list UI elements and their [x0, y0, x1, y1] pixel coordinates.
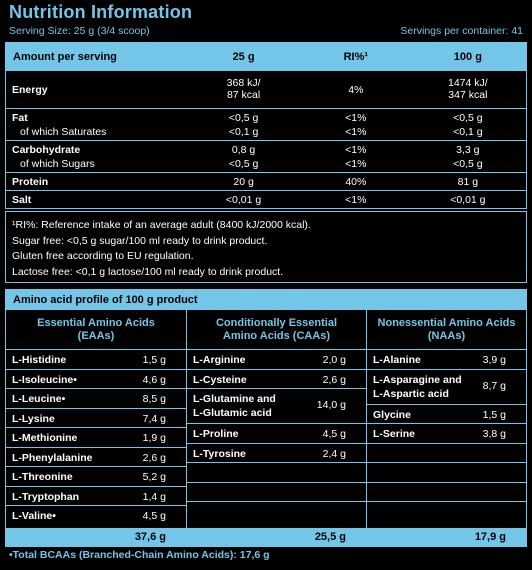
list-item	[6, 448, 186, 468]
cell-100g: <0,01 g	[410, 191, 527, 209]
energy-100-kj: 1474 kJ/	[448, 77, 488, 89]
serving-size: Serving Size: 25 g (3/4 scoop)	[9, 25, 150, 37]
table-row	[6, 191, 527, 209]
cell-100g	[410, 71, 527, 109]
amino-name: Glycine	[373, 408, 411, 421]
cell-100g: 3,3 g	[410, 141, 527, 159]
amino-name: L-Threonine	[12, 471, 73, 483]
amino-name	[373, 373, 462, 401]
caa-column-header	[187, 310, 366, 350]
eaa-column	[6, 310, 186, 547]
amino-name-line1: L-Glutamine and	[193, 393, 276, 405]
caa-header-line2: Amino Acids (CAAs)	[222, 330, 331, 342]
footnote: Sugar free: <0,5 g sugar/100 ml ready to drink product.	[12, 234, 268, 247]
cell-25g: <0,5 g	[228, 158, 259, 170]
list-item	[6, 370, 186, 390]
table-row	[6, 109, 527, 127]
row-label: Carbohydrate	[6, 141, 186, 159]
amino-value: 3,9 g	[482, 354, 506, 366]
caa-total	[187, 528, 366, 547]
table-row	[6, 71, 527, 109]
row-label: Salt	[6, 191, 186, 209]
list-item	[367, 370, 526, 405]
footnote: Lactose free: <0,1 g lactose/100 ml ready to drink product.	[12, 265, 284, 278]
empty-row	[187, 463, 366, 483]
caa-column	[186, 310, 366, 547]
amino-name: L-Arginine	[193, 354, 246, 366]
amino-acid-table	[5, 289, 527, 547]
list-item	[6, 467, 186, 487]
eaa-total	[6, 528, 186, 547]
amino-value: 1,5 g	[482, 408, 506, 421]
empty-row	[187, 483, 366, 503]
row-label: of which Sugars	[20, 158, 95, 170]
amino-name: L-Lysine	[12, 412, 55, 425]
cell-100g: <0,5 g	[410, 109, 527, 127]
table-row	[6, 173, 527, 191]
table-row	[6, 141, 527, 159]
cell-100g: <0,5 g	[453, 158, 483, 170]
empty-row	[367, 502, 526, 522]
empty-row	[187, 502, 366, 522]
row-label: Energy	[6, 71, 186, 109]
naa-total	[367, 528, 526, 547]
energy-25-kj: 368 kJ/	[226, 77, 261, 89]
amino-value: 4,5 g	[142, 510, 166, 522]
eaa-header-line1: Essential Amino Acids	[37, 317, 155, 329]
amino-value: 2,4 g	[322, 447, 346, 460]
amino-value: 8,7 g	[482, 379, 506, 392]
footnotes	[12, 218, 522, 280]
amino-value: 3,8 g	[482, 428, 506, 440]
list-item	[187, 370, 366, 390]
naa-header-line2: (NAAs)	[427, 330, 466, 342]
amino-name: L-Tryptophan	[12, 490, 80, 503]
cell-25g: <0,01 g	[185, 191, 302, 209]
footnote: Gluten free according to EU regulation.	[12, 250, 194, 262]
column-header-amount: Amount per serving	[6, 43, 186, 71]
list-item	[187, 350, 366, 370]
amino-value: 7,4 g	[142, 412, 166, 425]
row-label: Fat	[6, 109, 186, 127]
list-item	[6, 350, 186, 370]
column-header-100g: 100 g	[410, 43, 527, 71]
amino-name: L-Tyrosine	[193, 447, 246, 460]
list-item	[187, 444, 366, 464]
caa-header-line1: Conditionally Essential	[215, 317, 338, 329]
cell-ri: <1%	[302, 191, 410, 209]
cell-25g: 0,8 g	[185, 141, 302, 159]
caa-total-value: 25,5 g	[314, 531, 346, 543]
amino-value: 2,6 g	[142, 451, 166, 464]
servings-per-container: Servings per container: 41	[400, 25, 523, 37]
eaa-header-line2: (EAAs)	[77, 330, 115, 342]
cell-100g: 81 g	[410, 173, 527, 191]
column-header-25g: 25 g	[185, 43, 302, 71]
nutrition-header-row	[6, 43, 527, 71]
cell-25g: 20 g	[185, 173, 302, 191]
amino-name	[193, 392, 276, 420]
amino-table-title: Amino acid profile of 100 g product	[6, 290, 526, 310]
amino-value: 4,6 g	[142, 373, 166, 386]
column-header-ri: RI%¹	[302, 43, 410, 71]
list-item	[6, 487, 186, 507]
amino-name: L-Valine•	[12, 510, 56, 522]
row-label: Protein	[6, 173, 186, 191]
list-item	[6, 389, 186, 409]
amino-value: 2,6 g	[322, 373, 346, 386]
eaa-total-value: 37,6 g	[134, 531, 166, 543]
energy-100-kcal: 347 kcal	[448, 89, 488, 101]
list-item	[6, 409, 186, 429]
amino-name: L-Leucine•	[12, 393, 66, 405]
cell-100g: <0,1 g	[453, 126, 483, 138]
list-item	[6, 506, 186, 526]
amino-name: L-Alanine	[373, 354, 421, 366]
list-item	[367, 424, 526, 444]
cell-25g	[185, 71, 302, 109]
empty-row	[367, 444, 526, 464]
list-item	[187, 424, 366, 444]
amino-value: 5,2 g	[142, 471, 166, 483]
amino-value: 1,9 g	[142, 432, 166, 444]
amino-name: L-Cysteine	[193, 373, 247, 386]
amino-name: L-Proline	[193, 428, 239, 440]
table-row	[6, 126, 527, 141]
amino-name: L-Methionine	[12, 432, 78, 444]
amino-value: 8,5 g	[142, 393, 166, 405]
amino-value: 14,0 g	[316, 399, 346, 411]
row-label: of which Saturates	[20, 126, 107, 138]
naa-column	[366, 310, 526, 547]
amino-name-line2: L-Aspartic acid	[373, 387, 449, 400]
amino-name: L-Phenylalanine	[12, 451, 93, 464]
energy-25-kcal: 87 kcal	[226, 89, 261, 101]
naa-column-header	[367, 310, 526, 350]
cell-ri: <1%	[302, 109, 410, 127]
cell-ri: <1%	[345, 158, 367, 170]
cell-25g: <0,5 g	[185, 109, 302, 127]
amino-name: L-Isoleucine•	[12, 373, 77, 386]
bcaa-note: •Total BCAAs (Branched-Chain Amino Acids): 17,6 g	[9, 549, 270, 561]
amino-name-line1: L-Asparagine and	[373, 373, 462, 386]
empty-row	[367, 463, 526, 483]
amino-value: 2,0 g	[322, 354, 346, 366]
table-row	[6, 158, 527, 173]
amino-value: 1,5 g	[142, 354, 166, 366]
amino-name: L-Histidine	[12, 354, 67, 366]
naa-header-line1: Nonessential Amino Acids	[377, 317, 516, 329]
page-title: Nutrition Information	[9, 2, 193, 22]
cell-ri: 4%	[302, 71, 410, 109]
list-item	[187, 389, 366, 424]
naa-total-value: 17,9 g	[474, 531, 506, 543]
list-item	[367, 350, 526, 370]
cell-25g: <0,1 g	[228, 126, 259, 138]
cell-ri: <1%	[302, 141, 410, 159]
amino-value: 1,4 g	[142, 490, 166, 503]
empty-row	[367, 483, 526, 503]
footnote: ¹RI%: Reference intake of an average adult (8400 kJ/2000 kcal).	[12, 219, 311, 231]
amino-name-line2: L-Glutamic acid	[193, 407, 272, 419]
amino-value: 4,5 g	[322, 428, 346, 440]
amino-name: L-Serine	[373, 428, 416, 440]
cell-ri: <1%	[345, 126, 367, 138]
eaa-column-header	[6, 310, 186, 350]
cell-ri: 40%	[302, 173, 410, 191]
list-item	[6, 428, 186, 448]
nutrition-table	[5, 42, 527, 209]
list-item	[367, 405, 526, 425]
